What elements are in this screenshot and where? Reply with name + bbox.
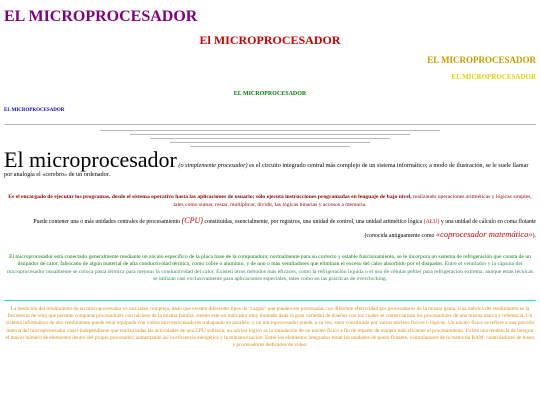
intro-aside: (o simplemente procesador) [178,162,248,169]
coprocessor-term: «coprocesador matemático» [435,229,533,239]
paragraph-performance: La medición del rendimiento de un microprocesador es una tarea compleja, dado que existen diferentes tipos de "cargas" que pueden ser procesadas con diferente efectividad por procesadores de la misma gama. Una métrica del rendimiento es la frecuencia de reloj que permite comparar procesadores con núcleos de la misma familia, siendo este un indicador muy limitado dada la gran variedad de diseños con los cuales se comercializan los procesadores de una misma marca y referencia. Un sistema informático de alto rendimiento puede estar equipado con varios microprocesadores trabajando en paralelo, y un microprocesador puede, a su vez, estar constituido por varios núcleos físicos o lógicos. Un núcleo físico se refiere a una porción interna del microprocesador cuasi-independiente que realiza todas las actividades de una CPU solitaria, un núcleo lógico es la simulación de un núcleo físico a fin de repartir de manera más eficiente el procesamiento. Existe una tendencia de integrar el mayor número de elementos dentro del propio procesador, aumentando así la eficiencia energética y la miniaturización. Entre los elementos integrados están las unidades de punto flotante, controladores de la memoria RAM, controladores de buses y procesadores dedicados de vídeo. [5,306,535,349]
divider [4,124,536,125]
heading-6: EL MICROPROCESADOR [4,108,65,113]
paragraph-cooling [4,254,536,284]
paragraph-units [18,215,536,242]
divider [170,142,370,143]
heading-3: EL MICROPROCESADOR [427,55,536,65]
paragraph-cooling-rest: Entre el ventilador y la cápsula del microprocesador usualmente se coloca pasta térmica para mejorar la conductividad del calor. Existen otros métodos más eficaces, como la refrigeración líquida o el uso de células peltier para refrigeración extrema, aunque estas técnicas se utilizan casi exclusivamente para aplicaciones especiales, tales como en las prácticas de overclocking. [6,261,534,283]
heading-4: EL MICROPROCESADOR [451,73,536,81]
intro-text: es el circuito integrado central más complejo de un sistema informático; a modo de ilustración, se le suele llamar por analogía el «cerebro» de un ordenador. [4,162,529,178]
paragraph-units-text: Puede contener una o más unidades centrales de procesamiento [33,219,182,225]
alu-term: (ALU) [423,219,440,225]
paragraph-units-text: constituidas, esencialmente, por registros, una unidad de control, una unidad aritmético lógica [202,219,424,225]
paragraph-execution-bold: Es el encargado de ejecutar los programas, desde el sistema operativo hasta las aplicaciones de usuario; sólo ejecuta instrucciones programadas en lenguaje de bajo nivel, [8,194,412,200]
heading-1: EL MICROPROCESADOR [4,8,198,25]
paragraph-units-text: ). [532,233,536,239]
divider [130,134,410,135]
heading-5: EL MICROPROCESADOR [233,91,307,97]
paragraph-cooling-main: El microprocesador está conectado generalmente mediante un zócalo específico de la placa base de la computadora; normalmente para su correcto y estable funcionamiento, se le incorpora un sistema de refrigeración que consta de un disipador de calor, fabricado de algún material de alta conductividad térmica, como cobre o aluminio, y de uno o más ventiladores que eliminan el exceso del calor absorbido por el disipador. [9,254,531,268]
paragraph-execution-normal: realizando operaciones aritméticas y lógicas simples, tales como sumar, restar, multiplicar, dividir, las lógicas binarias y accesos a memoria. [173,194,532,209]
divider [190,146,350,147]
cpu-term: (CPU) [181,216,203,225]
paragraph-units-text: y una unidad de cálculo en coma flotante (conocida antiguamente como [364,219,536,239]
intro-paragraph [4,147,534,179]
intro-title: El microprocesador [4,147,177,172]
heading-2: El MICROPROCESADOR [199,33,341,47]
divider-cyan [4,300,536,301]
paragraph-execution [4,193,536,209]
divider [100,130,440,131]
divider [150,138,390,139]
